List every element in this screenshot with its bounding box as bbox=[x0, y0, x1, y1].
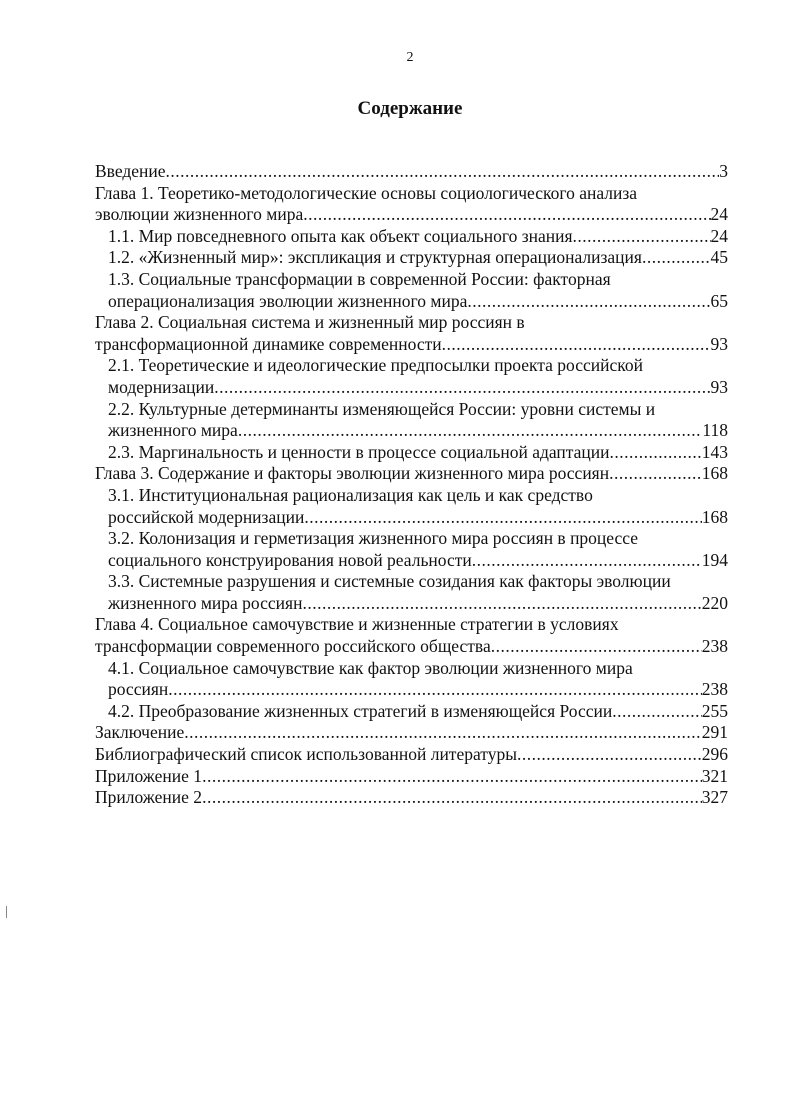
dot-leader bbox=[202, 787, 702, 809]
dot-leader bbox=[472, 550, 702, 572]
toc-entry[interactable] bbox=[95, 787, 728, 809]
toc-entry-title: трансформации современного российского общества bbox=[95, 636, 491, 657]
toc-entry-title: россиян bbox=[108, 679, 169, 700]
dot-leader bbox=[491, 636, 702, 658]
toc-entry-line: 3.1. Институциональная рационализация как цель и как средство bbox=[108, 484, 593, 505]
toc-entry-title: социального конструирования новой реальности bbox=[108, 549, 472, 570]
toc-entry-last-line bbox=[95, 722, 728, 744]
toc-entry-last-line bbox=[108, 377, 728, 399]
toc-entry-last-line bbox=[108, 593, 728, 615]
toc-entry-page: 65 bbox=[710, 290, 728, 311]
toc-entry-page: 24 bbox=[710, 225, 728, 246]
dot-leader bbox=[573, 226, 711, 248]
toc-entry-page: 3 bbox=[719, 161, 728, 181]
toc-entry-last-line bbox=[108, 679, 728, 701]
toc-entry-page: 143 bbox=[701, 441, 728, 462]
toc-entry-line: Глава 2. Социальная система и жизненный мир россиян в bbox=[95, 312, 525, 333]
toc-entry-title: Заключение bbox=[95, 722, 185, 743]
toc-entry-last-line bbox=[108, 291, 728, 313]
toc-entry-title: трансформационной динамике современности bbox=[95, 333, 442, 354]
toc-entry[interactable] bbox=[95, 571, 728, 614]
toc-entry-last-line bbox=[95, 204, 728, 226]
toc-entry-last-line bbox=[108, 247, 728, 269]
toc-entry-page: 238 bbox=[701, 679, 728, 700]
toc-entry-title: жизненного мира россиян bbox=[108, 592, 303, 613]
dot-leader bbox=[642, 247, 711, 269]
toc-entry-page: 168 bbox=[701, 463, 728, 484]
dot-leader bbox=[609, 463, 702, 485]
dot-leader bbox=[202, 766, 702, 788]
toc-entry-title: жизненного мира bbox=[108, 420, 238, 441]
toc-entry[interactable] bbox=[95, 355, 728, 398]
toc-entry-last-line bbox=[108, 442, 728, 464]
toc-entry-title: операционализация эволюции жизненного мира bbox=[108, 290, 468, 311]
toc-entry-last-line bbox=[108, 226, 728, 248]
dot-leader bbox=[184, 722, 702, 744]
toc-entry-last-line bbox=[95, 636, 728, 658]
toc-entry-last-line bbox=[108, 701, 728, 723]
toc-entry-page: 238 bbox=[701, 636, 728, 657]
dot-leader bbox=[166, 161, 720, 183]
table-of-contents bbox=[95, 161, 728, 809]
toc-entry[interactable] bbox=[95, 312, 728, 355]
dot-leader bbox=[303, 204, 710, 226]
toc-entry-title: Введение bbox=[95, 161, 166, 181]
toc-entry[interactable] bbox=[95, 766, 728, 788]
toc-entry-line: 2.2. Культурные детерминанты изменяющейся России: уровни системы и bbox=[108, 398, 656, 419]
dot-leader bbox=[302, 593, 701, 615]
toc-entry-last-line bbox=[95, 463, 728, 485]
dot-leader bbox=[612, 701, 702, 723]
toc-entry[interactable] bbox=[95, 658, 728, 701]
toc-entry[interactable] bbox=[95, 247, 728, 269]
toc-entry-last-line bbox=[95, 161, 728, 183]
toc-entry[interactable] bbox=[95, 614, 728, 657]
dot-leader bbox=[304, 507, 701, 529]
toc-entry-line: 3.2. Колонизация и герметизация жизненного мира россиян в процессе bbox=[108, 528, 639, 549]
toc-entry-page: 118 bbox=[702, 420, 728, 441]
toc-entry-page: 327 bbox=[701, 787, 728, 808]
toc-entry[interactable] bbox=[95, 226, 728, 248]
toc-entry-title: Приложение 2 bbox=[95, 787, 203, 808]
dot-leader bbox=[467, 291, 710, 313]
toc-entry-title: 2.3. Маргинальность и ценности в процессе социальной адаптации bbox=[108, 441, 610, 462]
toc-entry-last-line bbox=[108, 550, 728, 572]
toc-entry[interactable] bbox=[95, 269, 728, 312]
toc-entry[interactable] bbox=[95, 463, 728, 485]
toc-entry-line: Глава 1. Теоретико-методологические основы социологического анализа bbox=[95, 182, 638, 203]
toc-entry[interactable] bbox=[95, 399, 728, 442]
toc-entry-title: Глава 3. Содержание и факторы эволюции жизненного мира россиян bbox=[95, 463, 610, 484]
page-number: 2 bbox=[406, 50, 414, 65]
dot-leader bbox=[442, 334, 711, 356]
toc-entry-page: 220 bbox=[701, 592, 728, 613]
toc-entry-title: 4.2. Преобразование жизненных стратегий в изменяющейся России bbox=[108, 700, 613, 721]
toc-entry-line: 3.3. Системные разрушения и системные созидания как факторы эволюции bbox=[108, 571, 671, 592]
margin-mark bbox=[6, 906, 7, 918]
dot-leader bbox=[517, 744, 702, 766]
toc-entry-last-line bbox=[108, 420, 728, 442]
toc-entry-line: 4.1. Социальное самочувствие как фактор эволюции жизненного мира bbox=[108, 657, 633, 678]
toc-entry-page: 296 bbox=[701, 744, 728, 765]
toc-entry-page: 24 bbox=[710, 204, 728, 225]
toc-entry-last-line bbox=[95, 334, 728, 356]
toc-entry-page: 93 bbox=[710, 376, 728, 397]
toc-entry-title: 1.1. Мир повседневного опыта как объект социального знания bbox=[108, 225, 573, 246]
toc-entry-page: 168 bbox=[701, 506, 728, 527]
toc-entry[interactable] bbox=[95, 442, 728, 464]
toc-entry-page: 45 bbox=[710, 247, 728, 268]
toc-entry-last-line bbox=[95, 766, 728, 788]
toc-entry-page: 194 bbox=[701, 549, 728, 570]
toc-entry[interactable] bbox=[95, 744, 728, 766]
toc-entry-title: модернизации bbox=[108, 376, 215, 397]
toc-entry[interactable] bbox=[95, 161, 728, 183]
toc-entry-last-line bbox=[108, 507, 728, 529]
toc-entry[interactable] bbox=[95, 485, 728, 528]
toc-entry[interactable] bbox=[95, 701, 728, 723]
toc-entry-last-line bbox=[95, 744, 728, 766]
toc-entry[interactable] bbox=[95, 528, 728, 571]
page-title: Содержание bbox=[357, 98, 463, 119]
toc-entry-title: Библиографический список использованной литературы bbox=[95, 744, 517, 765]
toc-entry-title: Приложение 1 bbox=[95, 765, 203, 786]
dot-leader bbox=[610, 442, 702, 464]
toc-entry-title: 1.2. «Жизненный мир»: экспликация и структурная операционализация bbox=[108, 247, 642, 268]
toc-entry-title: российской модернизации bbox=[108, 506, 305, 527]
toc-entry-line: Глава 4. Социальное самочувствие и жизненные стратегии в условиях bbox=[95, 614, 619, 635]
toc-entry-page: 93 bbox=[710, 333, 728, 354]
dot-leader bbox=[238, 420, 703, 442]
toc-entry-page: 291 bbox=[701, 722, 728, 743]
toc-entry-page: 255 bbox=[701, 700, 728, 721]
toc-entry-line: 2.1. Теоретические и идеологические предпосылки проекта российской bbox=[108, 355, 644, 376]
toc-entry-last-line bbox=[95, 787, 728, 809]
toc-entry-page: 321 bbox=[701, 765, 728, 786]
toc-entry-title: эволюции жизненного мира bbox=[95, 204, 304, 225]
toc-entry[interactable] bbox=[95, 722, 728, 744]
toc-entry-line: 1.3. Социальные трансформации в современной России: факторная bbox=[108, 268, 611, 289]
dot-leader bbox=[214, 377, 710, 399]
dot-leader bbox=[168, 679, 701, 701]
toc-entry[interactable] bbox=[95, 183, 728, 226]
